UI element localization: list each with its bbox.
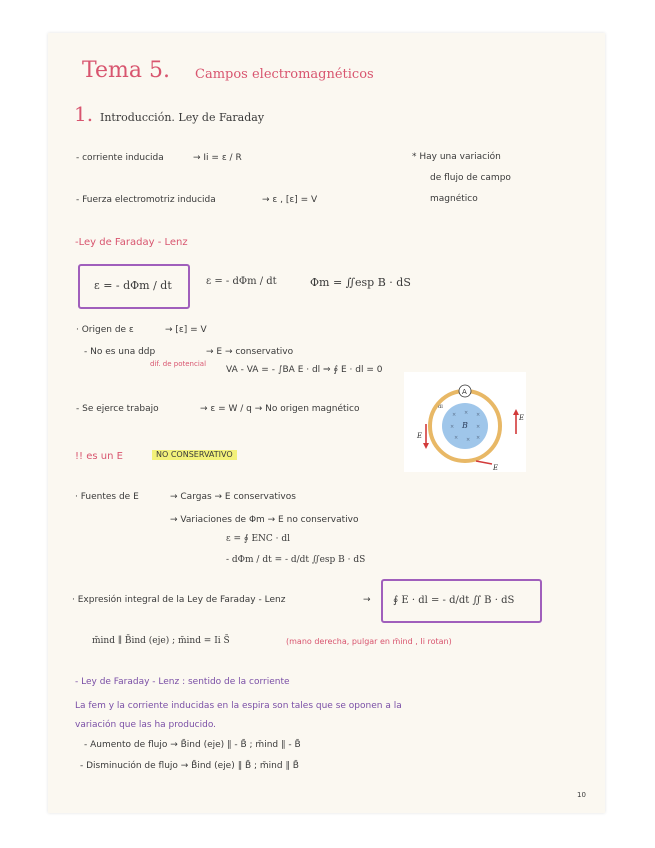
m-ind-equation: m̄ind ∥ B̄ind (eje) ; m̄ind = Ii S̄	[92, 636, 230, 646]
fuentes-variaciones: → Variaciones de Φm → E no conservativo	[170, 515, 359, 525]
induction-figure	[404, 372, 526, 472]
dif-potencial-note: dif. de potencial	[150, 360, 207, 368]
e-label-left: E	[417, 432, 423, 440]
boxed-integral-law	[381, 579, 542, 623]
aumento-line: - Aumento de flujo → B̄ind (eje) ∥ - B̄ ; m̄ind ∥ - B̄	[84, 740, 301, 750]
section-number: 1.	[74, 102, 94, 126]
section-title: Introducción. Ley de Faraday	[100, 111, 265, 124]
fuentes-equation-1: ε = ∮ ENC · dl	[226, 534, 291, 544]
svg-text:×: ×	[476, 412, 481, 418]
note-line-3: magnético	[430, 194, 478, 204]
svg-text:×: ×	[476, 435, 481, 441]
ley-faraday-heading: -Ley de Faraday - Lenz	[75, 237, 188, 248]
svg-text:×: ×	[452, 412, 457, 418]
sentido-heading: - Ley de Faraday - Lenz : sentido de la corriente	[75, 677, 290, 687]
flux-definition: Φm = ∬esp B · dS	[310, 276, 411, 289]
right-hand-note: (mano derecha, pulgar en m̄ind , Ii rotan)	[286, 637, 452, 646]
fem-sentence-2: variación que las ha producido.	[75, 720, 217, 730]
induction-figure-svg	[404, 372, 526, 472]
ammeter-label: A	[462, 388, 467, 396]
note-line-1: * Hay una variación	[412, 152, 501, 162]
no-es-ddp: - No es una ddp	[84, 347, 156, 357]
boxed-equation-text: ε = - dΦm / dt	[94, 279, 172, 292]
boxed-equation	[78, 264, 190, 309]
svg-text:×: ×	[476, 424, 481, 430]
svg-text:×: ×	[454, 435, 459, 441]
fuerza-label: - Fuerza electromotriz inducida	[76, 195, 216, 205]
fuentes-cargas: → Cargas → E conservativos	[170, 492, 296, 502]
dl-label: dl	[438, 404, 443, 410]
note-line-2: de flujo de campo	[430, 173, 511, 183]
disminucion-line: - Disminución de flujo → B̄ind (eje) ∥ B̄ ; m̄ind ∥ B̄	[80, 761, 299, 771]
arrow-bottom	[476, 461, 492, 464]
page-number: 10	[577, 791, 586, 799]
boxed-integral-law-text: ∮ E · dl = - d/dt ∬ B · dS	[393, 595, 515, 606]
tema-title: Tema 5.	[82, 58, 170, 83]
fem-sentence-1: La fem y la corriente inducidas en la espira son tales que se oponen a la	[75, 701, 402, 711]
origen-label: · Origen de ε	[76, 325, 134, 335]
e-label-right: E	[519, 414, 525, 422]
svg-text:×: ×	[466, 437, 471, 443]
svg-text:×: ×	[464, 410, 469, 416]
expresion-label: · Expresión integral de la Ley de Faraday - Lenz	[72, 595, 286, 605]
fuentes-label: · Fuentes de E	[75, 492, 139, 502]
fuentes-equation-2: - dΦm / dt = - d/dt ∬esp B · dS	[226, 555, 366, 565]
va-vb-equation: VA - VA = - ∫BA E · dl ⇒ ∮ E · dl = 0	[226, 365, 383, 375]
no-es-conservativo: → E → conservativo	[206, 347, 294, 357]
field-label-b: B	[462, 421, 468, 430]
expresion-arrow: →	[363, 595, 371, 605]
svg-text:×: ×	[450, 424, 455, 430]
trabajo-equation: → ε = W / q → No origen magnético	[200, 404, 360, 414]
alt-equation: ε = - dΦm / dt	[206, 276, 277, 287]
es-un-label: !! es un E	[75, 451, 123, 462]
fuerza-equation: → ε , [ε] = V	[262, 195, 318, 205]
e-label-bottom: E	[493, 464, 499, 472]
trabajo-label: - Se ejerce trabajo	[76, 404, 159, 414]
corriente-label: - corriente inducida	[76, 153, 164, 163]
no-conservativo-highlight: NO CONSERVATIVO	[152, 450, 237, 460]
tema-subject: Campos electromagnéticos	[195, 67, 374, 82]
corriente-equation: → Ii = ε / R	[193, 153, 242, 163]
origen-equation: → [ε] = V	[165, 325, 207, 335]
